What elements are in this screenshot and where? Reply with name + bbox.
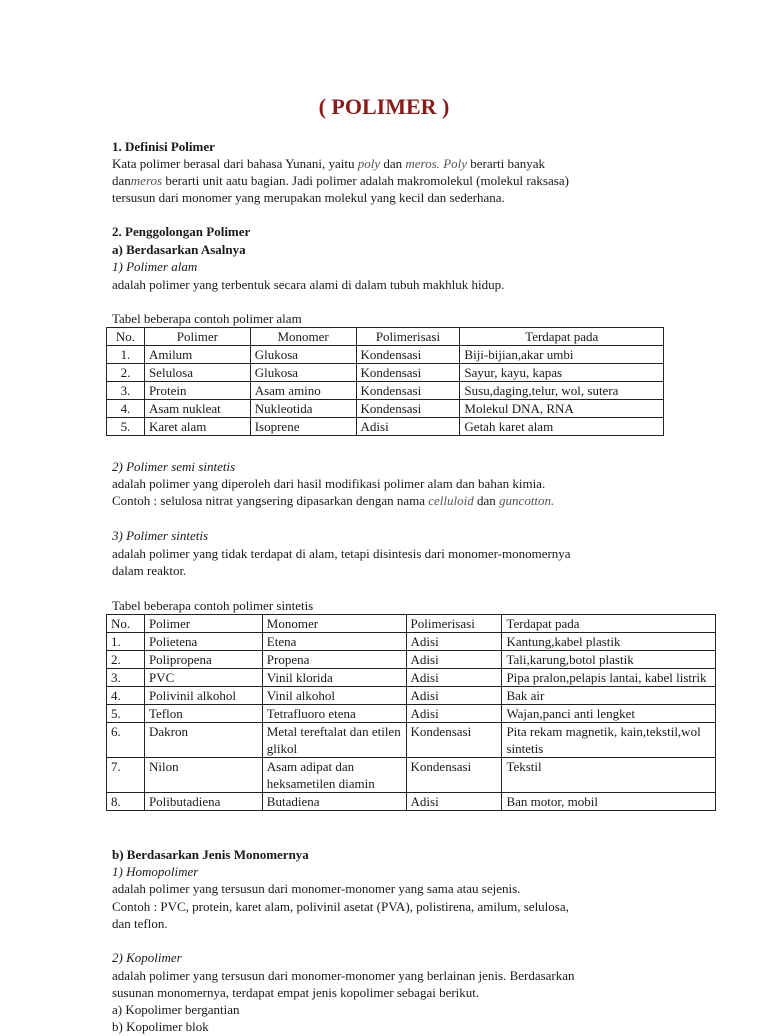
table-cell: Nukleotida [250,400,356,418]
table-cell: Molekul DNA, RNA [460,400,664,418]
kopolimer-description-2: susunan monomernya, terdapat empat jenis kopolimer sebagai berikut. [112,985,480,1000]
table-cell: Glukosa [250,364,356,382]
table-cell: Getah karet alam [460,418,664,436]
table-cell: Tali,karung,botol plastik [502,651,716,669]
text-run: berarti unit aatu bagian. Jadi polimer adalah makromolekul (molekul raksasa) [162,173,569,188]
table-cell: Dakron [144,723,262,758]
kopolimer-item-1: a) Kopolimer bergantian [112,1002,240,1017]
table-cell: 1. [107,346,145,364]
col-header: Polimerisasi [356,328,460,346]
table-cell: Ban motor, mobil [502,793,716,811]
table-cell: Asam adipat dan heksametilen diamin [262,758,406,793]
table-cell: Biji-bijian,akar umbi [460,346,664,364]
col-header: Monomer [250,328,356,346]
table-row [107,633,716,651]
polimer-sintetis-heading: 3) Polimer sintetis [112,528,209,543]
table-cell: Kondensasi [356,364,460,382]
table-cell: Tekstil [502,758,716,793]
table-row [107,418,664,436]
text-run: Kata polimer berasal dari bahasa Yunani, yaitu [112,156,358,171]
table-cell: 7. [107,758,145,793]
table-row [107,364,664,382]
table-cell: 8. [107,793,145,811]
table-row [107,705,716,723]
homopolimer-example-2: dan teflon. [112,916,168,931]
table-cell: Butadiena [262,793,406,811]
homopolimer-description: adalah polimer yang tersusun dari monomer-monomer yang sama atau sejenis. [112,881,521,896]
table-cell: Kondensasi [356,346,460,364]
table-cell: Glukosa [250,346,356,364]
table-cell: Tetrafluoro etena [262,705,406,723]
subsection-a-heading: a) Berdasarkan Asalnya [112,242,246,257]
kopolimer-description-1: adalah polimer yang tersusun dari monomer-monomer yang berlainan jenis. Berdasarkan [112,968,575,983]
polimer-semi-sintetis-heading: 2) Polimer semi sintetis [112,459,236,474]
table-cell: Polipropena [144,651,262,669]
polimer-alam-heading: 1) Polimer alam [112,259,198,274]
table-cell: Metal tereftalat dan etilen glikol [262,723,406,758]
col-header: Terdapat pada [460,328,664,346]
polimer-alam-description: adalah polimer yang terbentuk secara alami di dalam tubuh makhluk hidup. [112,277,505,292]
col-header: Terdapat pada [502,615,716,633]
text-run-italic: meros [130,173,163,188]
table-alam-caption: Tabel beberapa contoh polimer alam [112,311,302,326]
table-cell: Polibutadiena [144,793,262,811]
table-cell: Wajan,panci anti lengket [502,705,716,723]
table-cell: Kondensasi [406,758,502,793]
table-cell: 6. [107,723,145,758]
text-run-italic: poly [357,156,381,171]
table-cell: Adisi [356,418,460,436]
section-1-heading: 1. Definisi Polimer [112,139,215,154]
table-cell: Adisi [406,705,502,723]
table-row [107,669,716,687]
page-title: ( POLIMER ) [318,94,450,119]
section-1-line-3: tersusun dari monomer yang merupakan molekul yang kecil dan sederhana. [112,190,505,205]
table-cell: Adisi [406,633,502,651]
table-cell: Selulosa [144,364,250,382]
table-cell: Sayur, kayu, kapas [460,364,664,382]
table-cell: 5. [107,705,145,723]
table-cell: Vinil alkohol [262,687,406,705]
table-cell: Asam amino [250,382,356,400]
table-cell: Pipa pralon,pelapis lantai, kabel listrik [502,669,716,687]
table-cell: Kondensasi [356,382,460,400]
kopolimer-heading: 2) Kopolimer [112,950,182,965]
table-cell: 4. [107,400,145,418]
col-header: Monomer [262,615,406,633]
col-header: Polimerisasi [406,615,502,633]
table-cell: Propena [262,651,406,669]
col-header: Polimer [144,615,262,633]
col-header: No. [107,615,145,633]
homopolimer-heading: 1) Homopolimer [112,864,199,879]
text-run-italic: Poly [443,156,468,171]
table-cell: Teflon [144,705,262,723]
section-1-line-1 [112,155,672,173]
table-cell: Adisi [406,793,502,811]
table-cell: PVC [144,669,262,687]
text-run-italic: celluloid [428,493,474,508]
section-2-heading: 2. Penggolongan Polimer [112,224,251,239]
table-row [107,687,716,705]
table-polimer-sintetis [106,614,716,811]
subsection-b-heading: b) Berdasarkan Jenis Monomernya [112,847,309,862]
col-header: No. [107,328,145,346]
table-cell: Polivinil alkohol [144,687,262,705]
text-run: dan [380,156,406,171]
table-header-row [107,328,664,346]
table-cell: Karet alam [144,418,250,436]
section-1-line-2 [112,172,672,190]
table-cell: Polietena [144,633,262,651]
col-header: Polimer [144,328,250,346]
table-row [107,758,716,793]
table-cell: Etena [262,633,406,651]
table-cell: Adisi [406,687,502,705]
table-row [107,793,716,811]
table-cell: Pita rekam magnetik, kain,tekstil,wol sintetis [502,723,716,758]
table-cell: Adisi [406,669,502,687]
text-run: berarti banyak [467,156,545,171]
table-row [107,382,664,400]
table-cell: 4. [107,687,145,705]
table-cell: Protein [144,382,250,400]
table-polimer-alam [106,327,664,436]
table-cell: 5. [107,418,145,436]
text-run-italic: guncotton. [499,493,555,508]
table-cell: Susu,daging,telur, wol, sutera [460,382,664,400]
table-cell: 2. [107,364,145,382]
text-run: dan [473,493,500,508]
table-cell: Kondensasi [406,723,502,758]
table-cell: 3. [107,669,145,687]
table-cell: 2. [107,651,145,669]
text-run: dan [112,173,131,188]
table-row [107,400,664,418]
table-cell: 1. [107,633,145,651]
table-sintetis-caption: Tabel beberapa contoh polimer sintetis [112,598,314,613]
table-cell: Isoprene [250,418,356,436]
table-cell: Vinil klorida [262,669,406,687]
table-cell: Adisi [406,651,502,669]
table-cell: Amilum [144,346,250,364]
table-cell: Nilon [144,758,262,793]
table-cell: 3. [107,382,145,400]
table-cell: Kondensasi [356,400,460,418]
table-row [107,346,664,364]
polimer-sintetis-description-2: dalam reaktor. [112,563,187,578]
kopolimer-item-2: b) Kopolimer blok [112,1019,209,1034]
table-row [107,651,716,669]
polimer-sintetis-description-1: adalah polimer yang tidak terdapat di alam, tetapi disintesis dari monomer-monomernya [112,546,571,561]
text-run: Contoh : selulosa nitrat yangsering dipasarkan dengan nama [112,493,429,508]
polimer-semi-sintetis-description: adalah polimer yang diperoleh dari hasil modifikasi polimer alam dan bahan kimia. [112,476,546,491]
text-run-italic: meros. [405,156,440,171]
table-cell: Bak air [502,687,716,705]
table-header-row [107,615,716,633]
polimer-semi-sintetis-example [112,492,672,510]
homopolimer-example-1: Contoh : PVC, protein, karet alam, polivinil asetat (PVA), polistirena, amilum, selulosa, [112,899,569,914]
table-cell: Asam nukleat [144,400,250,418]
table-cell: Kantung,kabel plastik [502,633,716,651]
table-row [107,723,716,758]
